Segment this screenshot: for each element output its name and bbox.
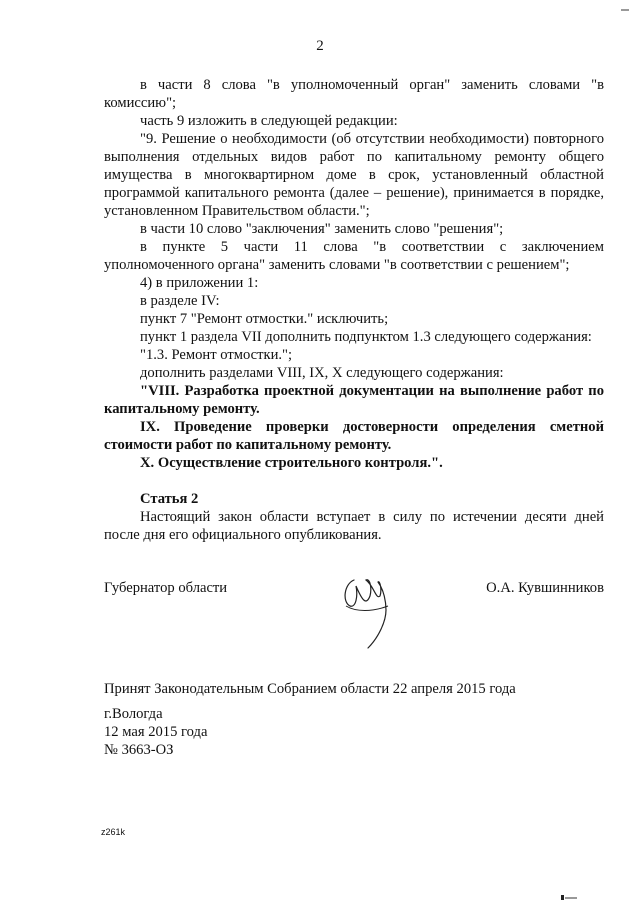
paragraph: Настоящий закон области вступает в силу по истечении десяти дней после дня его официального опубликования.	[104, 509, 604, 543]
paragraph: в разделе IV:	[140, 293, 220, 309]
paragraph: 4) в приложении 1:	[140, 275, 259, 291]
section-heading: X. Осуществление строительного контроля.".	[140, 455, 443, 471]
place-date-block	[104, 705, 207, 759]
paragraph: часть 9 изложить в следующей редакции:	[140, 113, 398, 129]
document-code: z261k	[101, 827, 126, 837]
place: г.Вологда	[104, 706, 163, 722]
paragraph: в пункте 5 части 11 слова "в соответствии с заключением уполномоченного органа" заменить словами "в соответствии с решением";	[104, 239, 604, 273]
article-heading: Статья 2	[140, 491, 199, 507]
paragraph: в части 10 слово "заключения" заменить слово "решения";	[140, 221, 504, 237]
law-number: № 3663-ОЗ	[104, 742, 174, 758]
document-body	[104, 76, 604, 544]
date: 12 мая 2015 года	[104, 724, 208, 740]
signatory-title: Губернатор области	[104, 580, 228, 596]
scan-mark-bottom	[559, 888, 579, 896]
scan-mark-top	[620, 0, 630, 6]
handwritten-signature	[336, 566, 396, 654]
paragraph: в части 8 слова "в уполномоченный орган" заменить словами "в комиссию";	[104, 77, 604, 111]
paragraph: "1.3. Ремонт отмостки.";	[140, 347, 293, 363]
paragraph: дополнить разделами VIII, IX, X следующего содержания:	[140, 365, 504, 381]
section-heading: "VIII. Разработка проектной документации на выполнение работ по капитальному ремонту.	[104, 383, 604, 417]
page-number: 2	[316, 38, 324, 54]
signature-block	[104, 580, 604, 650]
paragraph: пункт 7 "Ремонт отмостки." исключить;	[140, 311, 389, 327]
section-heading: IX. Проведение проверки достоверности определения сметной стоимости работ по капитальному ремонту.	[104, 419, 604, 453]
signatory-name: О.А. Кувшинников	[486, 580, 604, 596]
paragraph: пункт 1 раздела VII дополнить подпунктом 1.3 следующего содержания:	[140, 329, 592, 345]
adoption-note: Принят Законодательным Собранием области 22 апреля 2015 года	[104, 681, 516, 697]
paragraph: "9. Решение о необходимости (об отсутствии необходимости) повторного выполнения отдельных видов работ по капитальному ремонту общего имущества в многоквартирном доме в срок, установленный областной программой капитального ремонта (далее – решение), принимается в порядке, установленном Правительством области.";	[104, 131, 604, 219]
